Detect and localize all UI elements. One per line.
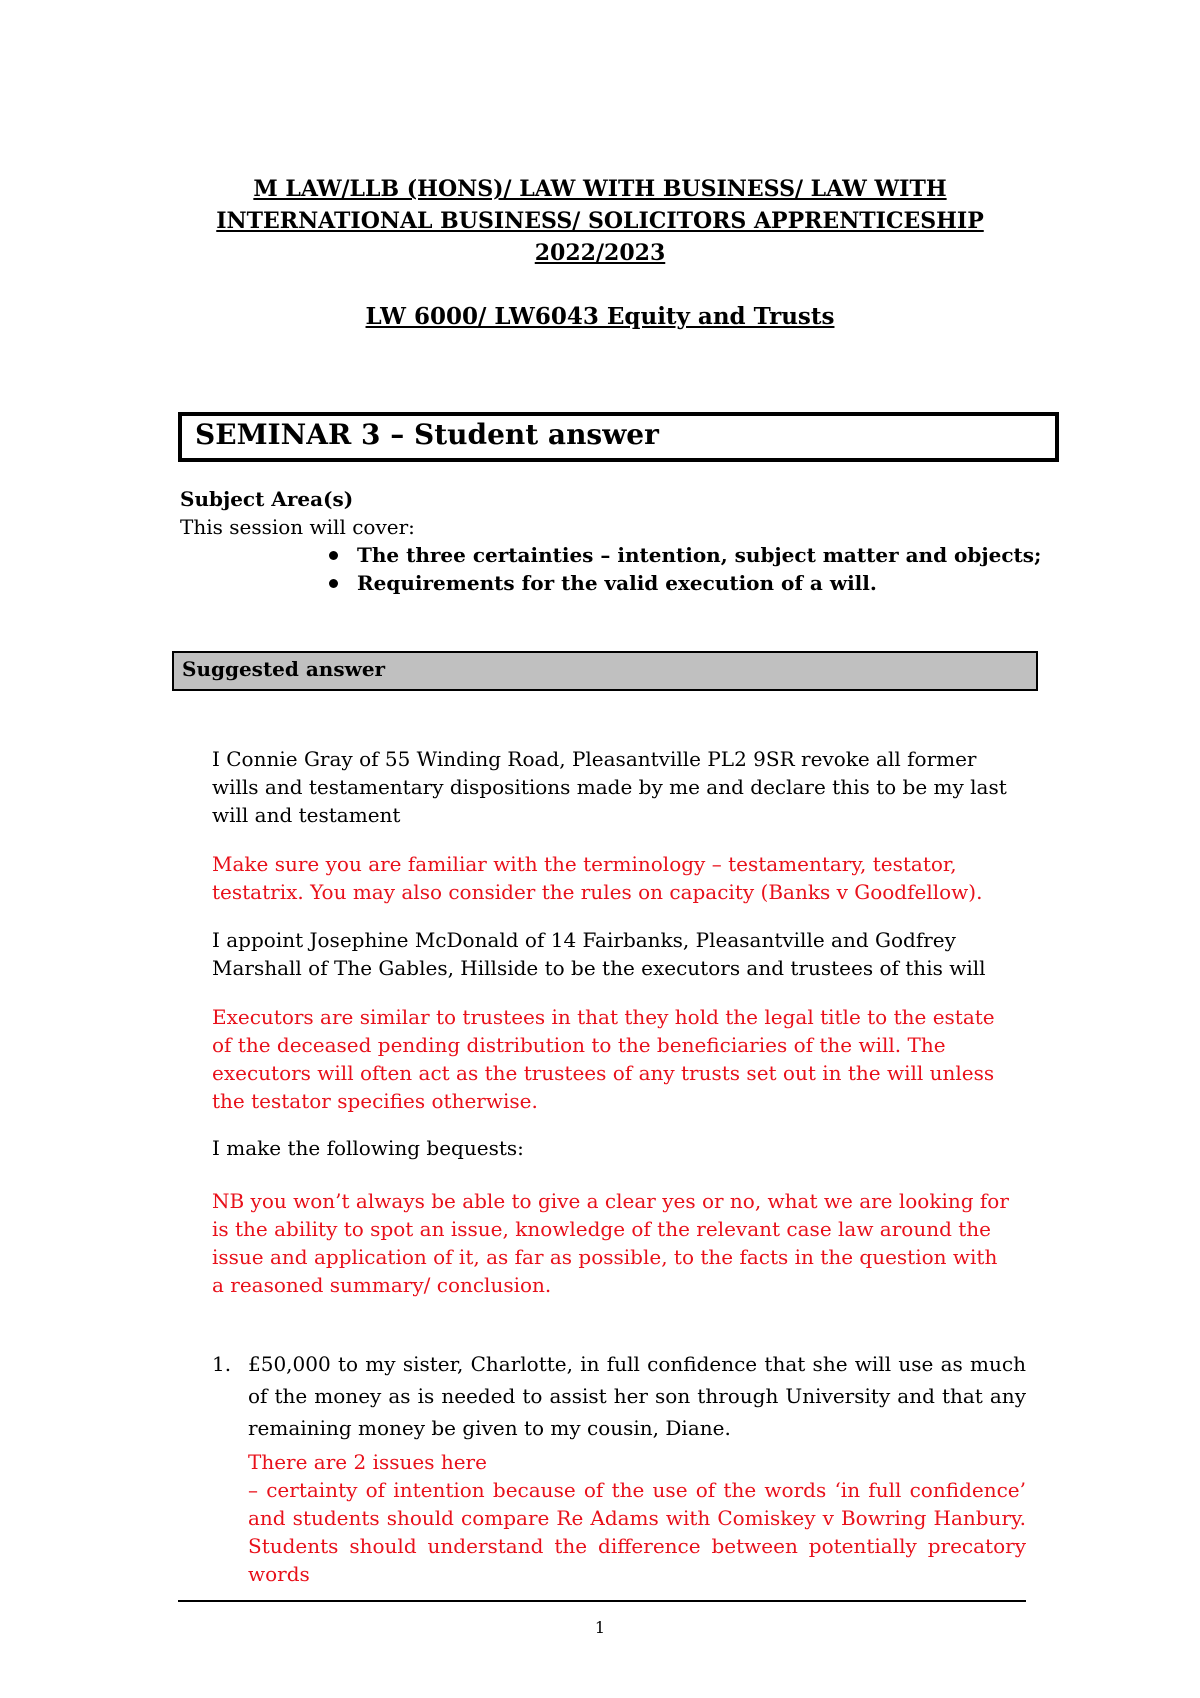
- seminar-number: SEMINAR 3: [195, 418, 381, 451]
- will-paragraph-revocation: I Connie Gray of 55 Winding Road, Pleasantville PL2 9SR revoke all former wills and testamentary dispositions made by me and declare this to be my last will and testament: [212, 747, 1007, 827]
- will-paragraph-executors: I appoint Josephine McDonald of 14 Fairbanks, Pleasantville and Godfrey Marshall of The Gables, Hillside to be the executors and trustees of this will: [212, 928, 986, 980]
- suggested-answer-heading: Suggested answer: [182, 657, 386, 681]
- programme-line-2: INTERNATIONAL BUSINESS/ SOLICITORS APPRENTICESHIP: [216, 208, 984, 234]
- topic-text: The three certainties – intention, subject matter and objects;: [357, 543, 1042, 567]
- bequest-note-body: – certainty of intention because of the use of the words ‘in full confidence’ and students should compare Re Adams with Comiskey v Bowring Hanbury. Students should understand the difference between potentially precatory words: [248, 1478, 1026, 1586]
- subject-area-heading: Subject Area(s): [180, 487, 354, 511]
- bullet-icon: [329, 551, 338, 560]
- programme-heading: [150, 173, 1050, 269]
- tutor-note-executors: Executors are similar to trustees in that they hold the legal title to the estate of the deceased pending distribution to the beneficiaries of the will. The executors will often act as the trustees of any trusts set out in the will unless the testator specifies otherwise.: [212, 1005, 995, 1113]
- academic-year: 2022/2023: [534, 240, 666, 266]
- list-item: [325, 569, 1041, 597]
- footer-divider: [178, 1600, 1026, 1602]
- seminar-title: [195, 418, 659, 452]
- bequest-text: £50,000 to my sister, Charlotte, in full confidence that she will use as much of the money as is needed to assist her son through University and that any remaining money be given to my cousin, Diane.: [248, 1352, 1026, 1440]
- bequest-number: 1.: [212, 1352, 232, 1376]
- topic-text: Requirements for the valid execution of a will.: [357, 571, 877, 595]
- programme-line-1: M LAW/LLB (HONS)/ LAW WITH BUSINESS/ LAW WITH: [253, 176, 947, 202]
- tutor-note-terminology: Make sure you are familiar with the terminology – testamentary, testator, testatrix. You may also consider the rules on capacity (Banks v Goodfellow).: [212, 852, 983, 904]
- subject-area-intro: This session will cover:: [180, 515, 415, 539]
- seminar-subtitle: – Student answer: [380, 418, 659, 451]
- will-paragraph-bequests: I make the following bequests:: [212, 1136, 524, 1160]
- bullet-icon: [329, 579, 338, 588]
- page-number: 1: [594, 1618, 606, 1637]
- tutor-note-approach: NB you won’t always be able to give a clear yes or no, what we are looking for is the ability to spot an issue, knowledge of the relevant case law around the issue and application of it, as far as possible, to the facts in the question with a reasoned summary/ conclusion.: [212, 1189, 1009, 1297]
- subject-topics-list: [325, 541, 1041, 597]
- list-item: [325, 541, 1041, 569]
- bequest-note-heading: There are 2 issues here: [248, 1450, 487, 1474]
- course-code-heading: LW 6000/ LW6043 Equity and Trusts: [365, 303, 835, 330]
